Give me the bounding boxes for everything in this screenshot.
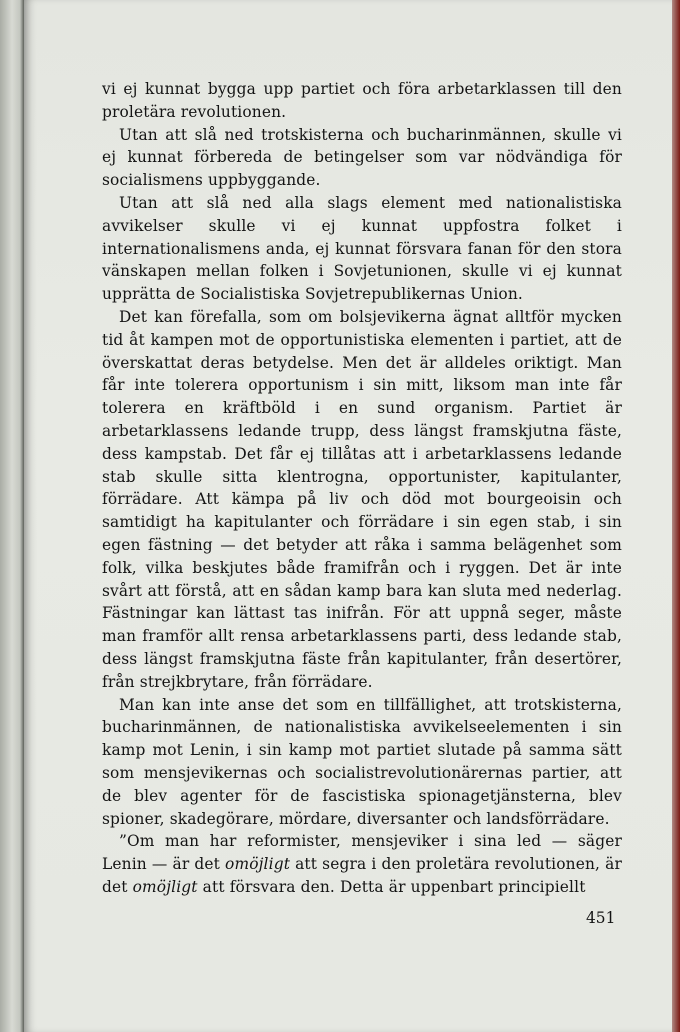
quote-emphasis-1: omöjligt [225, 855, 291, 874]
quote-text-3: att försvara den. Detta är uppenbart principiellt [197, 877, 586, 896]
book-cover-edge [672, 0, 680, 1032]
quote-text-2: att segra i den proletära revolutionen, är det [102, 855, 622, 896]
body-text [102, 78, 622, 899]
paragraph-4: Det kan förefalla, som om bolsjevikerna ägnat alltför mycken tid åt kampen mot de opportunistiska elementen i partiet, att de överskattat deras betydelse. Men det är alldeles oriktigt. Man får inte tolerera opportunism i sin mitt, liksom man inte får tolerera en kräftböld i en sund organism. Partiet är arbetarklassens ledande trupp, dess längst framskjutna fäste, dess kampstab. Det får ej tillåtas att i arbetarklassens ledande stab skulle sitta klentrogna, opportunister, kapitulanter, förrädare. Att kämpa på liv och död mot bourgeoisin och samtidigt ha kapitulanter och förrädare i sin egen stab, i sin egen fästning — det betyder att råka i samma belägenhet som folk, vilka beskjutes både framifrån och i ryggen. Det är inte svårt att förstå, att en sådan kamp bara kan sluta med nederlag. Fästningar kan lättast tas inifrån. För att uppnå seger, måste man framför allt rensa arbetarklassens parti, dess ledande stab, dess längst framskjutna fäste från kapitulanter, från desertörer, från strejkbrytare, från förrädare. [102, 307, 622, 691]
quote-text-1: ”Om man har reformister, mensjeviker i sina led — säger Lenin — är det [102, 832, 622, 874]
paragraph-5: Man kan inte anse det som en tillfällighet, att trotskisterna, bucharinmännen, de nationalistiska avvikelseelementen i sin kamp mot Lenin, i sin kamp mot partiet slutade på samma sätt som mensjevikernas och socialistrevolutionärernas partier, att de blev agenter för de fascistiska spionagetjänsterna, blev spioner, skadegörare, mördare, diversanter och landsförrädare. [102, 695, 622, 828]
paragraph-3: Utan att slå ned alla slags element med nationalistiska avvikelser skulle vi ej kunnat uppfostra folket i internationalismens anda, ej kunnat försvara fanan för den stora vänskapen mellan folken i Sovjetunionen, skulle vi ej kunnat upprätta de Socialistiska Sovjetrepublikernas Union. [102, 193, 622, 304]
page-number: 451 [586, 909, 616, 927]
left-page-edge [0, 0, 24, 1032]
paragraph-2: Utan att slå ned trotskisterna och bucharinmännen, skulle vi ej kunnat förbereda de betingelser som var nödvändiga för socialismens uppbyggande. [102, 125, 622, 190]
quote-emphasis-2: omöjligt [132, 877, 198, 896]
paragraph-1: vi ej kunnat bygga upp partiet och föra arbetarklassen till den proletära revolutionen. [102, 80, 622, 121]
paragraph-6-quote [102, 830, 622, 898]
